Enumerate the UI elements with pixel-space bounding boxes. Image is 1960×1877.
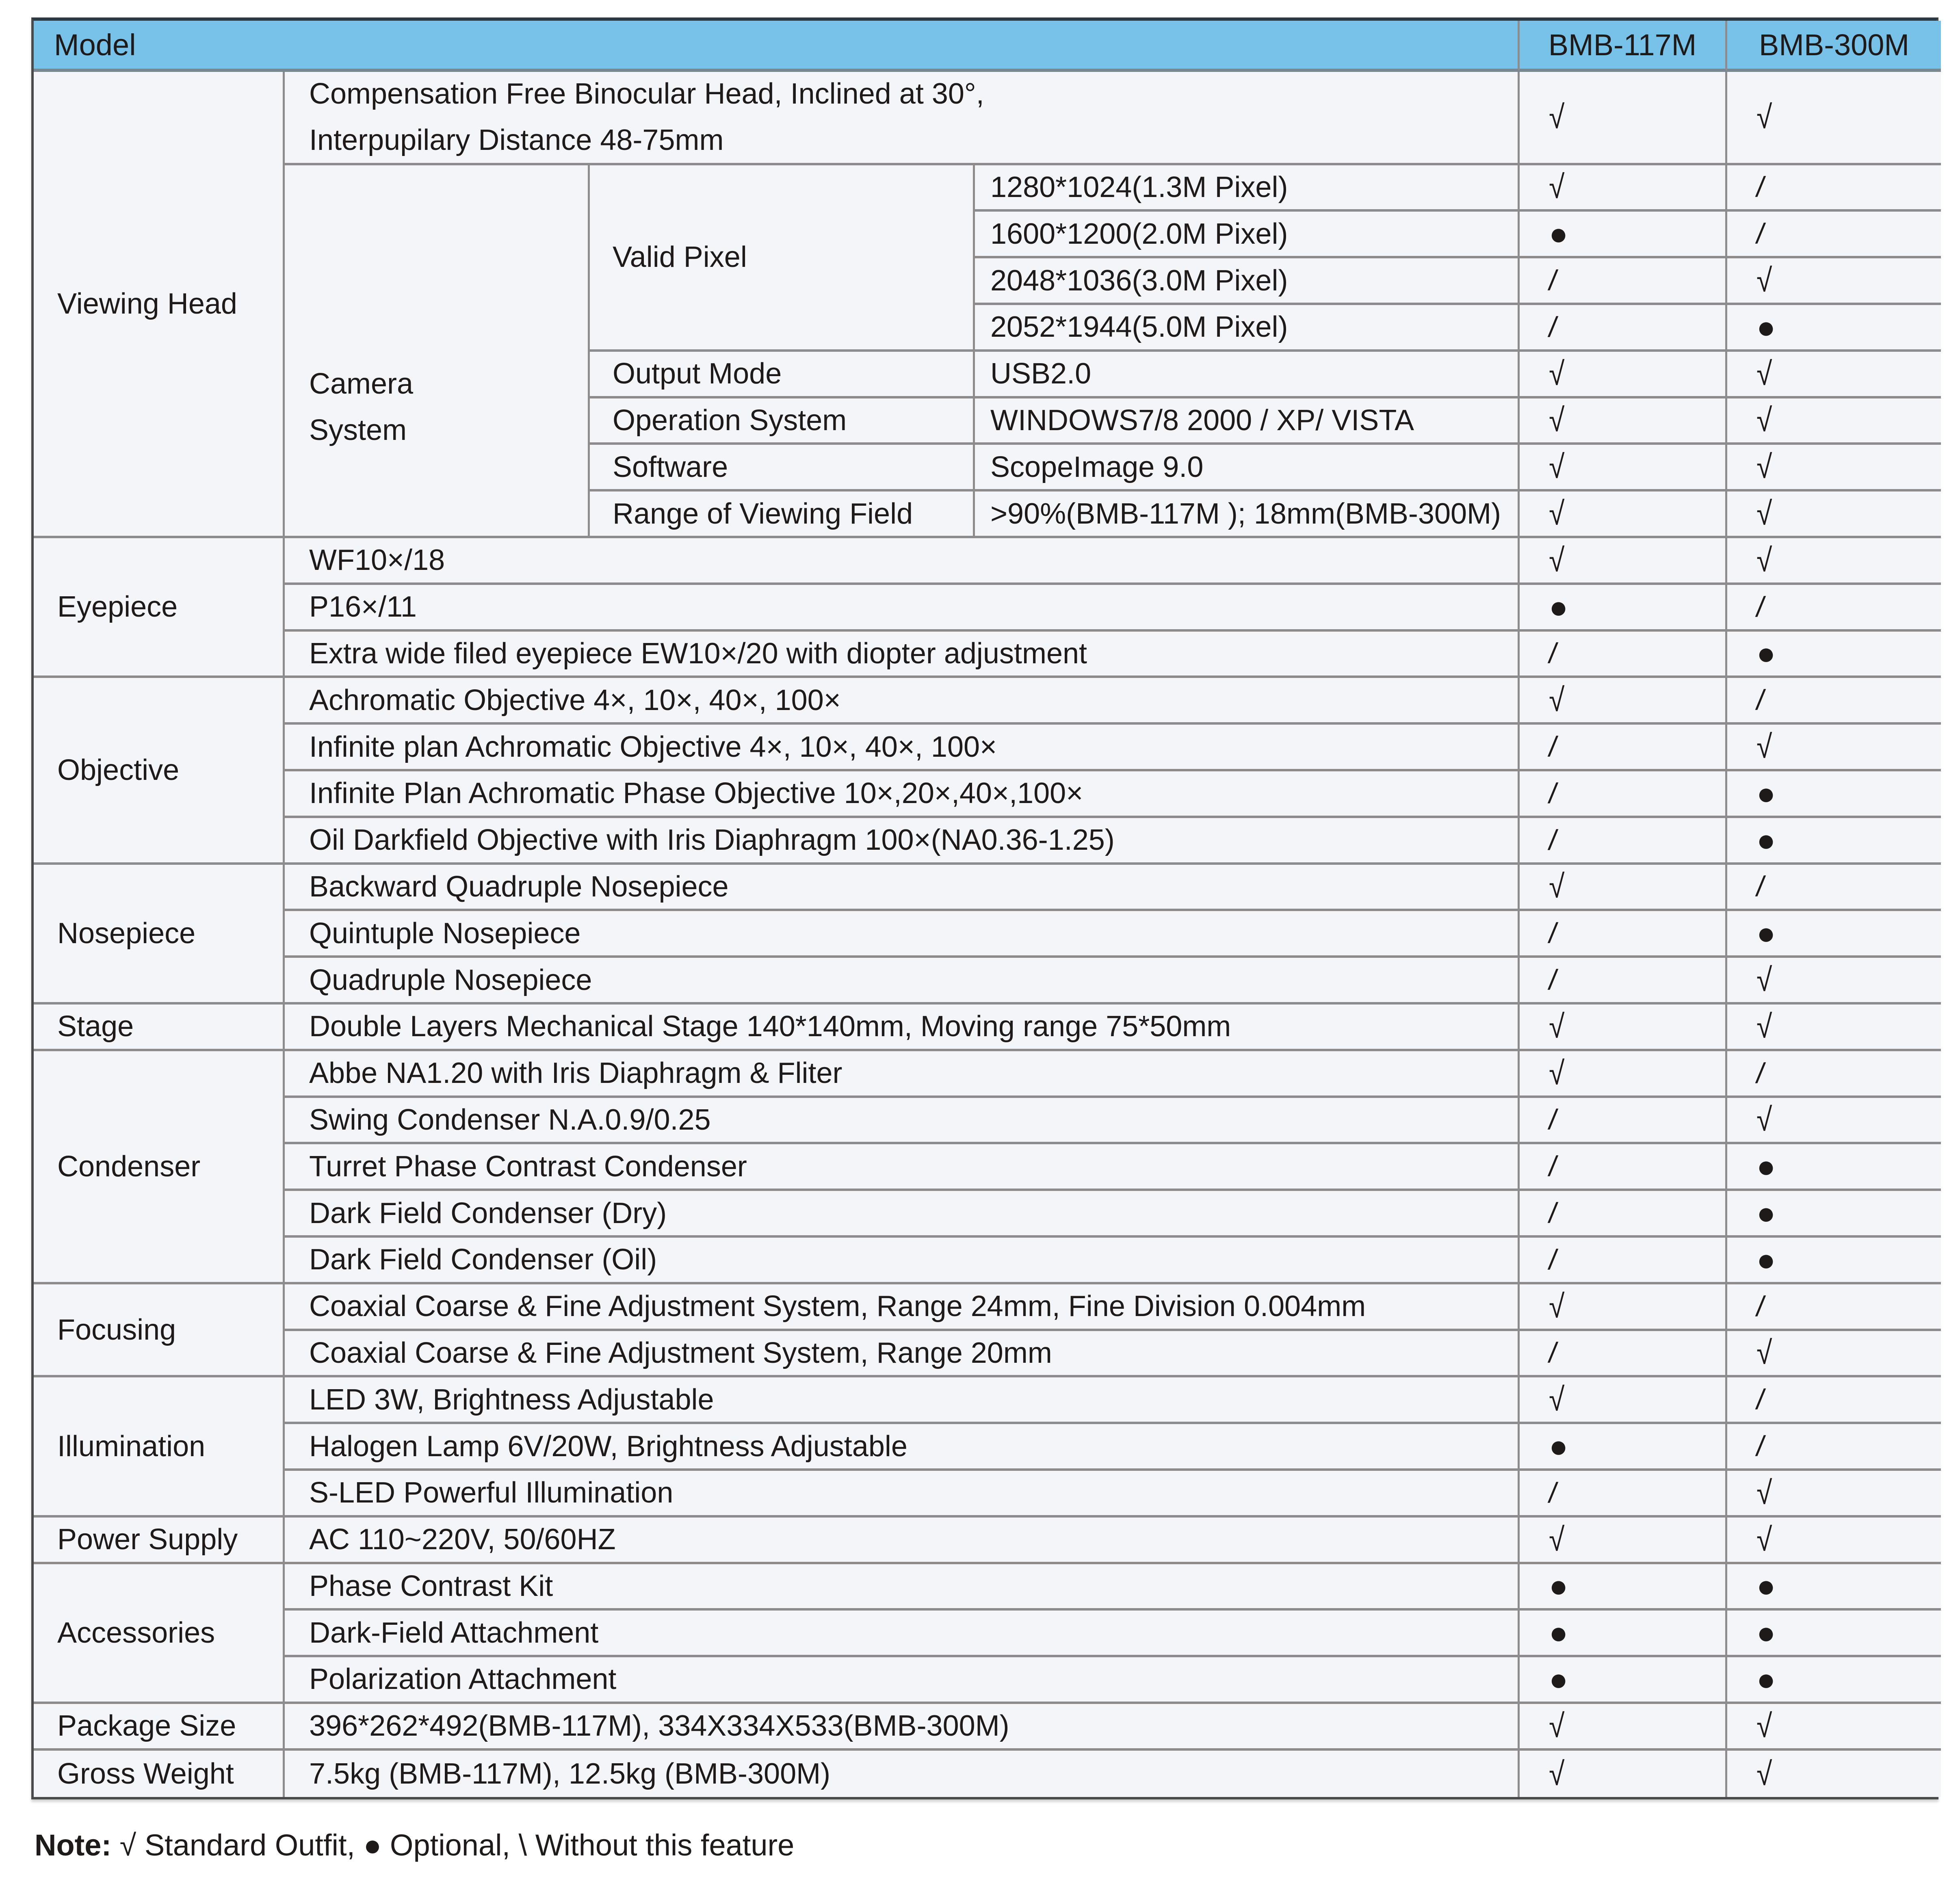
standard-check-icon: √ <box>1756 1474 1772 1511</box>
camera-spec-value: USB2.0 <box>975 352 1520 398</box>
standard-check-icon: √ <box>1549 1755 1565 1792</box>
mark-bmb-117m <box>1520 1005 1727 1051</box>
feature-cell: Infinite plan Achromatic Objective 4×, 10×, 40×, 100× <box>285 725 1520 771</box>
optional-dot-icon: ● <box>1756 635 1776 671</box>
standard-check-icon: √ <box>1756 1521 1772 1558</box>
feature-cell <box>285 72 1520 165</box>
standard-check-icon: √ <box>1549 1008 1565 1045</box>
group-label: Accessories <box>34 1564 285 1704</box>
camera-system-label <box>285 165 590 538</box>
mark-bmb-117m <box>1520 1564 1727 1611</box>
feature-cell: Coaxial Coarse & Fine Adjustment System, Range 24mm, Fine Division 0.004mm <box>285 1284 1520 1331</box>
not-available-slash-icon: / <box>1546 264 1559 297</box>
mark-bmb-117m <box>1520 445 1727 491</box>
camera-spec-value: 2052*1944(5.0M Pixel) <box>975 305 1520 352</box>
feature-cell: Quadruple Nosepiece <box>285 958 1520 1005</box>
standard-check-icon: √ <box>1756 355 1772 392</box>
mark-bmb-117m <box>1520 818 1727 865</box>
mark-bmb-300m <box>1727 1611 1941 1657</box>
mark-bmb-117m <box>1520 212 1727 258</box>
standard-check-icon: √ <box>1549 99 1565 136</box>
group-label: Focusing <box>34 1284 285 1378</box>
feature-line: Compensation Free Binocular Head, Inclined at 30°, <box>309 78 984 110</box>
camera-spec-value: 1600*1200(2.0M Pixel) <box>975 212 1520 258</box>
standard-check-icon: √ <box>1756 448 1772 485</box>
mark-bmb-300m <box>1727 725 1941 771</box>
optional-dot-icon: ● <box>1549 589 1568 625</box>
mark-bmb-300m <box>1727 398 1941 445</box>
not-available-slash-icon: / <box>1754 1057 1767 1089</box>
standard-check-icon: √ <box>1756 99 1772 136</box>
camera-system-line: System <box>309 414 407 446</box>
not-available-slash-icon: / <box>1546 1150 1559 1182</box>
mark-bmb-300m <box>1727 1144 1941 1191</box>
mark-bmb-117m <box>1520 305 1727 352</box>
mark-bmb-117m <box>1520 165 1727 212</box>
feature-cell: Quintuple Nosepiece <box>285 911 1520 958</box>
feature-cell: WF10×/18 <box>285 538 1520 585</box>
standard-check-icon: √ <box>1756 402 1772 439</box>
not-available-slash-icon: / <box>1546 964 1559 996</box>
mark-bmb-300m <box>1727 1704 1941 1751</box>
mark-bmb-117m <box>1520 1611 1727 1657</box>
mark-bmb-300m <box>1727 352 1941 398</box>
mark-bmb-117m <box>1520 72 1727 165</box>
standard-check-icon: √ <box>1756 1334 1772 1371</box>
standard-check-icon: √ <box>1756 1707 1772 1744</box>
mark-bmb-117m <box>1520 258 1727 305</box>
group-label: Nosepiece <box>34 865 285 1005</box>
feature-cell: Achromatic Objective 4×, 10×, 40×, 100× <box>285 678 1520 725</box>
standard-check-icon: √ <box>1756 1755 1772 1792</box>
standard-check-icon: √ <box>1549 495 1565 532</box>
note-label: Note: <box>35 1828 112 1862</box>
feature-cell: Dark-Field Attachment <box>285 1611 1520 1657</box>
mark-bmb-300m <box>1727 305 1941 352</box>
mark-bmb-117m <box>1520 585 1727 632</box>
optional-dot-icon: ● <box>1549 1428 1568 1464</box>
mark-bmb-300m <box>1727 1377 1941 1424</box>
mark-bmb-300m <box>1727 911 1941 958</box>
camera-system-line: Camera <box>309 368 414 401</box>
standard-check-icon: √ <box>1549 541 1565 578</box>
optional-dot-icon: ● <box>1756 775 1776 811</box>
mark-bmb-117m <box>1520 678 1727 725</box>
group-label: Power Supply <box>34 1518 285 1564</box>
standard-check-icon: √ <box>1549 1521 1565 1558</box>
camera-spec-label: Range of Viewing Field <box>590 491 975 538</box>
mark-bmb-300m <box>1727 72 1941 165</box>
standard-check-icon: √ <box>1756 728 1772 765</box>
feature-cell: 7.5kg (BMB-117M), 12.5kg (BMB-300M) <box>285 1751 1520 1797</box>
standard-check-icon: √ <box>1549 169 1565 206</box>
group-label: Package Size <box>34 1704 285 1751</box>
feature-cell: Swing Condenser N.A.0.9/0.25 <box>285 1098 1520 1145</box>
standard-check-icon: √ <box>1549 402 1565 439</box>
mark-bmb-300m <box>1727 1424 1941 1471</box>
optional-dot-icon: ● <box>1756 1661 1776 1697</box>
spec-comparison-table <box>31 17 1938 1799</box>
mark-bmb-300m <box>1727 258 1941 305</box>
mark-bmb-117m <box>1520 491 1727 538</box>
mark-bmb-300m <box>1727 865 1941 911</box>
mark-bmb-300m <box>1727 165 1941 212</box>
not-available-slash-icon: / <box>1754 1430 1767 1462</box>
not-available-slash-icon: / <box>1754 1383 1767 1416</box>
feature-cell: Dark Field Condenser (Dry) <box>285 1191 1520 1238</box>
header-model-bmb-117m: BMB-117M <box>1520 21 1727 72</box>
mark-bmb-117m <box>1520 1051 1727 1098</box>
feature-cell: Turret Phase Contrast Condenser <box>285 1144 1520 1191</box>
optional-dot-icon: ● <box>1756 309 1776 345</box>
mark-bmb-117m <box>1520 1331 1727 1378</box>
mark-bmb-300m <box>1727 1331 1941 1378</box>
mark-bmb-300m <box>1727 1518 1941 1564</box>
mark-bmb-300m <box>1727 1284 1941 1331</box>
feature-cell: Halogen Lamp 6V/20W, Brightness Adjustable <box>285 1424 1520 1471</box>
mark-bmb-300m <box>1727 445 1941 491</box>
not-available-slash-icon: / <box>1546 731 1559 763</box>
standard-check-icon: √ <box>1756 1008 1772 1045</box>
standard-check-icon: √ <box>1549 1054 1565 1091</box>
mark-bmb-117m <box>1520 725 1727 771</box>
mark-bmb-117m <box>1520 1751 1727 1797</box>
not-available-slash-icon: / <box>1754 684 1767 716</box>
mark-bmb-300m <box>1727 1657 1941 1704</box>
optional-dot-icon: ● <box>1756 822 1776 858</box>
mark-bmb-117m <box>1520 1518 1727 1564</box>
mark-bmb-300m <box>1727 818 1941 865</box>
feature-cell: Oil Darkfield Objective with Iris Diaphragm 100×(NA0.36-1.25) <box>285 818 1520 865</box>
mark-bmb-117m <box>1520 1424 1727 1471</box>
feature-cell: Abbe NA1.20 with Iris Diaphragm & Fliter <box>285 1051 1520 1098</box>
standard-check-icon: √ <box>1756 1101 1772 1138</box>
optional-dot-icon: ● <box>1756 1568 1776 1604</box>
optional-dot-icon: ● <box>1756 1241 1776 1277</box>
mark-bmb-300m <box>1727 1098 1941 1145</box>
mark-bmb-300m <box>1727 212 1941 258</box>
standard-check-icon: √ <box>1549 1288 1565 1325</box>
feature-cell: Extra wide filed eyepiece EW10×/20 with diopter adjustment <box>285 632 1520 678</box>
mark-bmb-117m <box>1520 1377 1727 1424</box>
feature-text <box>309 72 984 164</box>
not-available-slash-icon: / <box>1754 870 1767 903</box>
mark-bmb-117m <box>1520 1704 1727 1751</box>
mark-bmb-300m <box>1727 491 1941 538</box>
group-label: Gross Weight <box>34 1751 285 1797</box>
optional-dot-icon: ● <box>1549 1568 1568 1604</box>
camera-spec-label: Operation System <box>590 398 975 445</box>
camera-spec-value: 1280*1024(1.3M Pixel) <box>975 165 1520 212</box>
mark-bmb-117m <box>1520 958 1727 1005</box>
header-model-bmb-300m: BMB-300M <box>1727 21 1941 72</box>
feature-cell: Phase Contrast Kit <box>285 1564 1520 1611</box>
standard-check-icon: √ <box>1756 262 1772 299</box>
standard-check-icon: √ <box>1756 961 1772 998</box>
standard-check-icon: √ <box>1756 495 1772 532</box>
mark-bmb-300m <box>1727 1051 1941 1098</box>
mark-bmb-300m <box>1727 1471 1941 1518</box>
mark-bmb-117m <box>1520 1191 1727 1238</box>
mark-bmb-117m <box>1520 1144 1727 1191</box>
feature-cell: Infinite Plan Achromatic Phase Objective 10×,20×,40×,100× <box>285 771 1520 818</box>
not-available-slash-icon: / <box>1546 777 1559 809</box>
mark-bmb-117m <box>1520 771 1727 818</box>
mark-bmb-300m <box>1727 1191 1941 1238</box>
camera-spec-value: ScopeImage 9.0 <box>975 445 1520 491</box>
not-available-slash-icon: / <box>1754 591 1767 623</box>
header-model-label: Model <box>34 21 1520 72</box>
not-available-slash-icon: / <box>1546 1104 1559 1136</box>
feature-cell: P16×/11 <box>285 585 1520 632</box>
feature-cell: Dark Field Condenser (Oil) <box>285 1238 1520 1284</box>
camera-system-text <box>309 361 413 454</box>
not-available-slash-icon: / <box>1546 1243 1559 1275</box>
optional-dot-icon: ● <box>1549 1661 1568 1697</box>
not-available-slash-icon: / <box>1754 218 1767 250</box>
standard-check-icon: √ <box>1549 1381 1565 1418</box>
not-available-slash-icon: / <box>1546 637 1559 669</box>
group-label: Condenser <box>34 1051 285 1284</box>
optional-dot-icon: ● <box>1549 1615 1568 1651</box>
feature-line: Interpupilary Distance 48-75mm <box>309 123 724 156</box>
standard-check-icon: √ <box>1549 1707 1565 1744</box>
mark-bmb-300m <box>1727 538 1941 585</box>
legend-note <box>35 1828 794 1862</box>
camera-spec-label: Software <box>590 445 975 491</box>
feature-cell: Polarization Attachment <box>285 1657 1520 1704</box>
mark-bmb-117m <box>1520 632 1727 678</box>
standard-check-icon: √ <box>1549 682 1565 719</box>
mark-bmb-117m <box>1520 1098 1727 1145</box>
mark-bmb-300m <box>1727 1751 1941 1797</box>
optional-dot-icon: ● <box>1756 915 1776 951</box>
optional-dot-icon: ● <box>1756 1195 1776 1231</box>
standard-check-icon: √ <box>1549 355 1565 392</box>
mark-bmb-117m <box>1520 352 1727 398</box>
not-available-slash-icon: / <box>1546 917 1559 949</box>
feature-cell: 396*262*492(BMB-117M), 334X334X533(BMB-300M) <box>285 1704 1520 1751</box>
not-available-slash-icon: / <box>1546 1197 1559 1229</box>
mark-bmb-300m <box>1727 1564 1941 1611</box>
feature-cell: Double Layers Mechanical Stage 140*140mm, Moving range 75*50mm <box>285 1005 1520 1051</box>
feature-cell: AC 110~220V, 50/60HZ <box>285 1518 1520 1564</box>
not-available-slash-icon: / <box>1546 311 1559 343</box>
camera-spec-label: Output Mode <box>590 352 975 398</box>
not-available-slash-icon: / <box>1754 1290 1767 1322</box>
group-label: Objective <box>34 678 285 864</box>
not-available-slash-icon: / <box>1546 824 1559 856</box>
mark-bmb-117m <box>1520 1238 1727 1284</box>
mark-bmb-117m <box>1520 1471 1727 1518</box>
mark-bmb-117m <box>1520 1657 1727 1704</box>
mark-bmb-117m <box>1520 865 1727 911</box>
mark-bmb-300m <box>1727 1238 1941 1284</box>
note-text: √ Standard Outfit, ● Optional, \ Without this feature <box>111 1828 795 1862</box>
mark-bmb-300m <box>1727 1005 1941 1051</box>
mark-bmb-300m <box>1727 678 1941 725</box>
camera-spec-label: Valid Pixel <box>590 165 975 352</box>
camera-spec-value: >90%(BMB-117M ); 18mm(BMB-300M) <box>975 491 1520 538</box>
mark-bmb-300m <box>1727 958 1941 1005</box>
mark-bmb-117m <box>1520 398 1727 445</box>
feature-cell: S-LED Powerful Illumination <box>285 1471 1520 1518</box>
standard-check-icon: √ <box>1549 448 1565 485</box>
mark-bmb-117m <box>1520 911 1727 958</box>
feature-cell: Coaxial Coarse & Fine Adjustment System, Range 20mm <box>285 1331 1520 1378</box>
feature-cell: Backward Quadruple Nosepiece <box>285 865 1520 911</box>
feature-cell: LED 3W, Brightness Adjustable <box>285 1377 1520 1424</box>
not-available-slash-icon: / <box>1546 1337 1559 1369</box>
mark-bmb-117m <box>1520 538 1727 585</box>
standard-check-icon: √ <box>1756 541 1772 578</box>
optional-dot-icon: ● <box>1756 1615 1776 1651</box>
standard-check-icon: √ <box>1549 868 1565 905</box>
camera-spec-value: WINDOWS7/8 2000 / XP/ VISTA <box>975 398 1520 445</box>
group-label: Stage <box>34 1005 285 1051</box>
not-available-slash-icon: / <box>1754 171 1767 203</box>
optional-dot-icon: ● <box>1756 1148 1776 1184</box>
mark-bmb-300m <box>1727 632 1941 678</box>
group-label: Eyepiece <box>34 538 285 678</box>
mark-bmb-300m <box>1727 771 1941 818</box>
not-available-slash-icon: / <box>1546 1476 1559 1509</box>
camera-spec-value: 2048*1036(3.0M Pixel) <box>975 258 1520 305</box>
mark-bmb-300m <box>1727 585 1941 632</box>
optional-dot-icon: ● <box>1549 216 1568 252</box>
group-label: Illumination <box>34 1377 285 1517</box>
group-label: Viewing Head <box>34 72 285 538</box>
mark-bmb-117m <box>1520 1284 1727 1331</box>
